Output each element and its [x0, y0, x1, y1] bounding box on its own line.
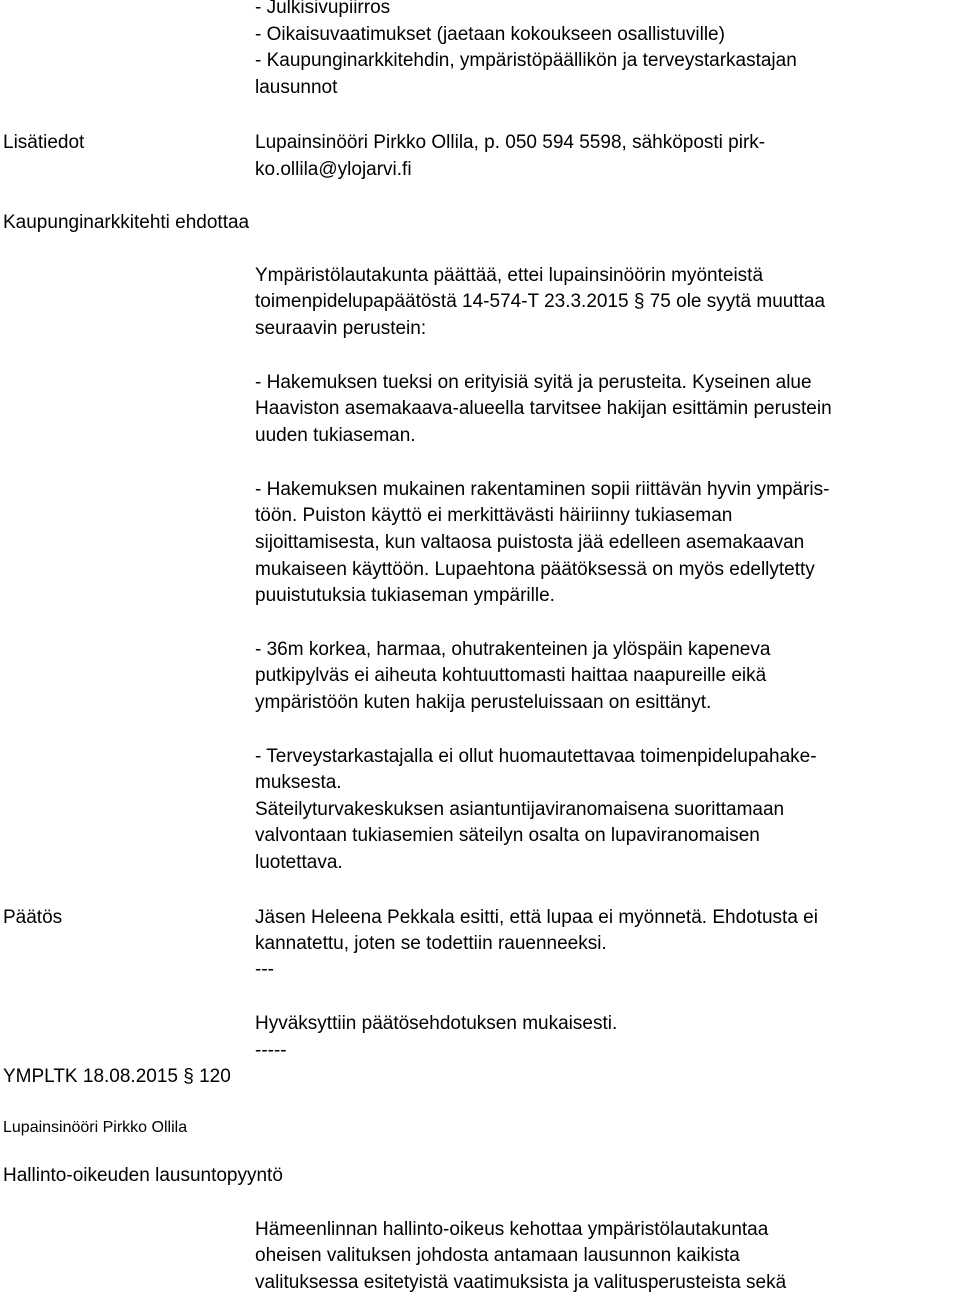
proposal-line: Ympäristölautakunta päättää, ettei lupainsinöörin myönteistä [255, 265, 764, 286]
proposal-line: - 36m korkea, harmaa, ohutrakenteinen ja ylöspäin kapeneva [255, 639, 771, 660]
proposal-line: Haaviston asemakaava-alueella tarvitsee hakijan esittämin perustein [255, 398, 832, 419]
proposal-line: muksesta. [255, 772, 342, 793]
proposal-line: sijoittamisesta, kun valtaosa puistosta jää edelleen asemakaavan [255, 532, 805, 553]
lisatiedot-label: Lisätiedot [3, 132, 85, 153]
proposal-label: Kaupunginarkkitehti ehdottaa [3, 212, 250, 233]
proposal-line: seuraavin perustein: [255, 318, 427, 339]
contact-line: Lupainsinööri Pirkko Ollila, p. 050 594 5598, sähköposti pirk- [255, 132, 766, 153]
section-id: YMPLTK 18.08.2015 § 120 [3, 1066, 231, 1087]
proposal-line: Säteilyturvakeskuksen asiantuntijaviranomaisena suorittamaan [255, 799, 785, 820]
proposal-line: - Terveystarkastajalla ei ollut huomautettavaa toimenpidelupahake- [255, 746, 817, 767]
proposal-line: valvontaan tukiasemien säteilyn osalta on lupaviranomaisen [255, 825, 760, 846]
attachment-item: - Kaupunginarkkitehdin, ympäristöpäällikön ja terveystarkastajan [255, 50, 797, 71]
proposal-line: töön. Puiston käyttö ei merkittävästi häiriinny tukiaseman [255, 505, 733, 526]
proposal-line: ympäristöön kuten hakija perusteluissaan on esittänyt. [255, 692, 712, 713]
section-text-line: Hämeenlinnan hallinto-oikeus kehottaa ympäristölautakuntaa [255, 1219, 769, 1240]
decision-separator: ----- [255, 1040, 287, 1061]
section-text-line: oheisen valituksen johdosta antamaan lausunnon kaikista [255, 1245, 740, 1266]
section-text-line: valituksessa esitetyistä vaatimuksista ja valitusperusteista sekä [255, 1272, 787, 1293]
preparer-name: Lupainsinööri Pirkko Ollila [3, 1119, 188, 1136]
proposal-line: uuden tukiaseman. [255, 425, 416, 446]
proposal-line: puuistutuksia tukiaseman ympärille. [255, 585, 555, 606]
decision-approved: Hyväksyttiin päätösehdotuksen mukaisesti. [255, 1013, 618, 1034]
proposal-line: - Hakemuksen tueksi on erityisiä syitä ja perusteita. Kyseinen alue [255, 372, 812, 393]
attachment-item: - Oikaisuvaatimukset (jaetaan kokoukseen osallistuville) [255, 24, 725, 45]
decision-line: kannatettu, joten se todettiin rauenneeksi. [255, 933, 607, 954]
proposal-line: mukaiseen käyttöön. Lupaehtona päätöksessä on myös edellytetty [255, 559, 815, 580]
section-title: Hallinto-oikeuden lausuntopyyntö [3, 1165, 283, 1186]
attachment-item: - Julkisivupiirros [255, 0, 391, 18]
decision-label: Päätös [3, 907, 63, 928]
proposal-line: - Hakemuksen mukainen rakentaminen sopii riittävän hyvin ympäris- [255, 479, 830, 500]
attachment-item: lausunnot [255, 77, 338, 98]
proposal-line: luotettava. [255, 852, 343, 873]
proposal-line: toimenpidelupapäätöstä 14-574-T 23.3.2015 § 75 ole syytä muuttaa [255, 291, 826, 312]
decision-separator: --- [255, 959, 274, 980]
decision-line: Jäsen Heleena Pekkala esitti, että lupaa ei myönnetä. Ehdotusta ei [255, 907, 818, 928]
proposal-line: putkipylväs ei aiheuta kohtuuttomasti haittaa naapureille eikä [255, 665, 767, 686]
contact-line: ko.ollila@ylojarvi.fi [255, 159, 412, 180]
